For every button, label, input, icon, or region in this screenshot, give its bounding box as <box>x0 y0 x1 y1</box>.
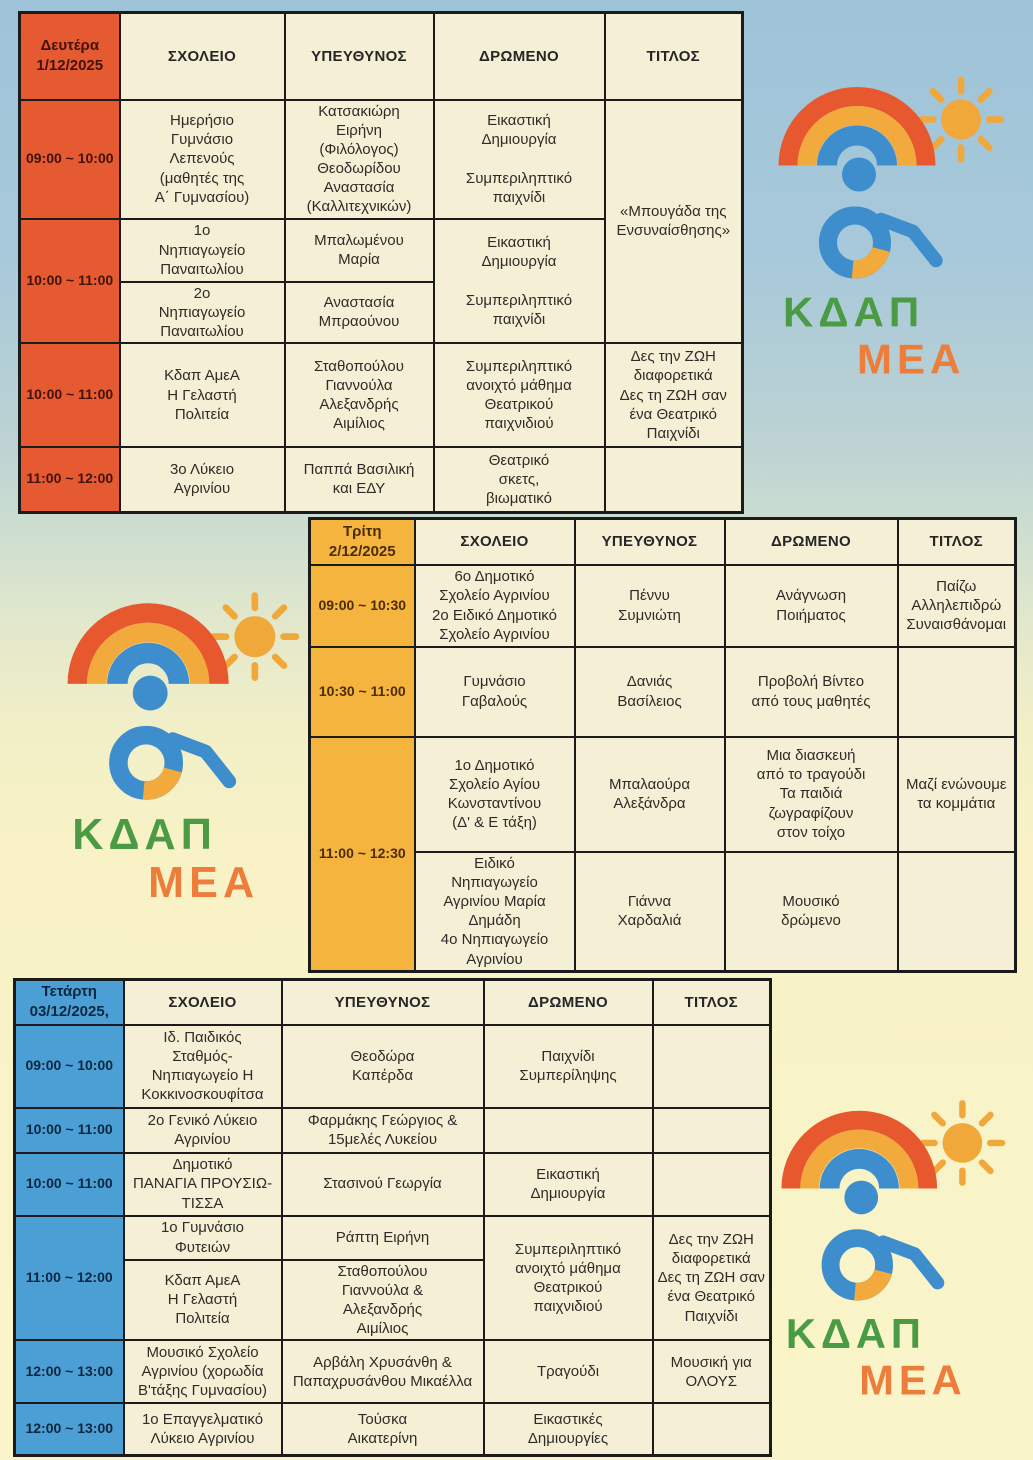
event-cell: Εικαστικές Δημιουργίες <box>484 1403 653 1455</box>
responsible-cell: Δανιάς Βασίλειος <box>575 647 725 737</box>
title-cell: Μαζί ενώνουμε τα κομμάτια <box>898 737 1016 852</box>
responsible-cell: Τούσκα Αικατερίνη <box>282 1403 484 1455</box>
school-cell: 1ο Νηπιαγωγείο Παναιτωλίου <box>120 219 285 282</box>
column-header-responsible: ΥΠΕΥΘΥΝΟΣ <box>285 13 434 100</box>
event-cell: Μουσικό δρώμενο <box>725 852 898 972</box>
column-header-school: ΣΧΟΛΕΙΟ <box>415 519 575 565</box>
school-cell: 1ο Επαγγελματικό Λύκειο Αγρινίου <box>124 1403 282 1455</box>
kdap-mea-logo-bottom-right <box>778 1094 1006 1410</box>
event-cell: Συμπεριληπτικό ανοιχτό μάθημα Θεατρικού παιχνιδιού <box>434 343 605 447</box>
column-header-school: ΣΧΟΛΕΙΟ <box>120 13 285 100</box>
title-cell: Δες την ΖΩΗ διαφορετικά Δες τη ΖΩΗ σαν ένα Θεατρικό Παιχνίδι <box>605 343 743 447</box>
event-cell: Ανάγνωση Ποιήματος <box>725 565 898 647</box>
title-cell-empty <box>653 1108 771 1153</box>
school-cell: Ειδικό Νηπιαγωγείο Αγρινίου Μαρία Δημάδη 4ο Νηπιαγωγείο Αγρινίου <box>415 852 575 972</box>
school-cell: 1ο Δημοτικό Σχολείο Αγίου Κωνσταντίνου (Δ' & Ε τάξη) <box>415 737 575 852</box>
time-cell: 09:00 ~ 10:30 <box>310 565 415 647</box>
column-header-event: ΔΡΩΜΕΝΟ <box>725 519 898 565</box>
event-cell: Συμπεριληπτικό ανοιχτό μάθημα Θεατρικού παιχνιδιού <box>484 1216 653 1341</box>
title-cell: Δες την ΖΩΗ διαφορετικά Δες τη ΖΩΗ σαν ένα Θεατρικό Παιχνίδι <box>653 1216 771 1341</box>
responsible-cell: Ράπτη Ειρήνη <box>282 1216 484 1260</box>
column-header-school: ΣΧΟΛΕΙΟ <box>124 980 282 1025</box>
time-cell: 11:00 ~ 12:00 <box>15 1216 124 1341</box>
responsible-cell: Στασινού Γεωργία <box>282 1153 484 1216</box>
event-cell: Εικαστική Δημιουργία Συμπεριληπτικό παιχνίδι <box>434 100 605 219</box>
school-cell: 3ο Λύκειο Αγρινίου <box>120 447 285 512</box>
tuesday-schedule-table <box>308 517 1017 973</box>
event-cell: Προβολή Βίντεο από τους μαθητές <box>725 647 898 737</box>
column-header-title: ΤΙΤΛΟΣ <box>898 519 1016 565</box>
title-cell: Παίζω Αλληλεπιδρώ Συναισθάνομαι <box>898 565 1016 647</box>
school-cell: Ημερήσιο Γυμνάσιο Λεπενούς (μαθητές της Α΄ Γυμνασίου) <box>120 100 285 219</box>
time-cell: 09:00 ~ 10:00 <box>15 1025 124 1108</box>
column-header-responsible: ΥΠΕΥΘΥΝΟΣ <box>282 980 484 1025</box>
time-cell: 10:30 ~ 11:00 <box>310 647 415 737</box>
event-cell: Εικαστική Δημιουργία <box>484 1153 653 1216</box>
time-cell: 09:00 ~ 10:00 <box>20 100 120 219</box>
responsible-cell: Κατσακιώρη Ειρήνη (Φιλόλογος) Θεοδωρίδου Αναστασία (Καλλιτεχνικών) <box>285 100 434 219</box>
time-cell: 10:00 ~ 11:00 <box>20 343 120 447</box>
time-cell: 10:00 ~ 11:00 <box>15 1153 124 1216</box>
time-cell: 10:00 ~ 11:00 <box>20 219 120 344</box>
school-cell: Δημοτικό ΠΑΝΑΓΙΑ ΠΡΟΥΣΙΩ- ΤΙΣΣΑ <box>124 1153 282 1216</box>
responsible-cell: Μπαλαούρα Αλεξάνδρα <box>575 737 725 852</box>
event-cell: Θεατρικό σκετς, βιωματικό <box>434 447 605 512</box>
time-cell: 12:00 ~ 13:00 <box>15 1340 124 1403</box>
title-cell-empty <box>653 1153 771 1216</box>
responsible-cell: Αρβάλη Χρυσάνθη & Παπαχρυσάνθου Μικαέλλα <box>282 1340 484 1403</box>
monday-schedule-table <box>18 11 744 514</box>
title-cell: Μουσική για ΟΛΟΥΣ <box>653 1340 771 1403</box>
event-cell: Τραγούδι <box>484 1340 653 1403</box>
day-header-cell: Τρίτη 2/12/2025 <box>310 519 415 565</box>
event-cell-empty <box>484 1108 653 1153</box>
day-header-cell: Δευτέρα 1/12/2025 <box>20 13 120 100</box>
school-cell: Μουσικό Σχολείο Αγρινίου (χορωδία Β'τάξης Γυμνασίου) <box>124 1340 282 1403</box>
school-cell: 1ο Γυμνάσιο Φυτειών <box>124 1216 282 1260</box>
column-header-event: ΔΡΩΜΕΝΟ <box>484 980 653 1025</box>
time-cell: 11:00 ~ 12:00 <box>20 447 120 512</box>
time-cell: 11:00 ~ 12:30 <box>310 737 415 972</box>
school-cell: Κδαπ ΑμεΑ Η Γελαστή Πολιτεία <box>124 1260 282 1341</box>
title-cell-empty <box>605 447 743 512</box>
responsible-cell: Φαρμάκης Γεώργιος & 15μελές Λυκείου <box>282 1108 484 1153</box>
event-cell: Εικαστική Δημιουργία Συμπεριληπτικό παιχνίδι <box>434 219 605 344</box>
title-cell-empty <box>653 1025 771 1108</box>
wednesday-schedule-table <box>13 978 772 1457</box>
column-header-title: ΤΙΤΛΟΣ <box>653 980 771 1025</box>
responsible-cell: Σταθοπούλου Γιαννούλα Αλεξανδρής Αιμίλιος <box>285 343 434 447</box>
responsible-cell: Θεοδώρα Καπέρδα <box>282 1025 484 1108</box>
time-cell: 10:00 ~ 11:00 <box>15 1108 124 1153</box>
title-cell-empty <box>898 647 1016 737</box>
school-cell: Ιδ. Παιδικός Σταθμός- Νηπιαγωγείο Η Κοκκινοσκουφίτσα <box>124 1025 282 1108</box>
column-header-responsible: ΥΠΕΥΘΥΝΟΣ <box>575 519 725 565</box>
time-cell: 12:00 ~ 13:00 <box>15 1403 124 1455</box>
responsible-cell: Μπαλωμένου Μαρία <box>285 219 434 282</box>
event-cell: Παιχνίδι Συμπερίληψης <box>484 1025 653 1108</box>
title-cell: «Μπουγάδα της Ενσυναίσθησης» <box>605 100 743 344</box>
school-cell: Γυμνάσιο Γαβαλούς <box>415 647 575 737</box>
kdap-mea-logo-middle-left <box>64 586 300 913</box>
school-cell: 2ο Γενικό Λύκειο Αγρινίου <box>124 1108 282 1153</box>
school-cell: 2ο Νηπιαγωγείο Παναιτωλίου <box>120 282 285 344</box>
column-header-event: ΔΡΩΜΕΝΟ <box>434 13 605 100</box>
responsible-cell: Αναστασία Μπραούνου <box>285 282 434 344</box>
event-cell: Μια διασκευή από το τραγούδι Τα παιδιά ζωγραφίζουν στον τοίχο <box>725 737 898 852</box>
column-header-title: ΤΙΤΛΟΣ <box>605 13 743 100</box>
title-cell-empty <box>653 1403 771 1455</box>
responsible-cell: Παππά Βασιλική και ΕΔΥ <box>285 447 434 512</box>
day-header-cell: Τετάρτη 03/12/2025, <box>15 980 124 1025</box>
kdap-mea-logo-top-right <box>775 70 1005 389</box>
responsible-cell: Πέννυ Συμνιώτη <box>575 565 725 647</box>
school-cell: 6ο Δημοτικό Σχολείο Αγρινίου 2ο Ειδικό Δημοτικό Σχολείο Αγρινίου <box>415 565 575 647</box>
responsible-cell: Γιάννα Χαρδαλιά <box>575 852 725 972</box>
responsible-cell: Σταθοπούλου Γιαννούλα & Αλεξανδρής Αιμίλιος <box>282 1260 484 1341</box>
title-cell-empty <box>898 852 1016 972</box>
school-cell: Κδαπ ΑμεΑ Η Γελαστή Πολιτεία <box>120 343 285 447</box>
